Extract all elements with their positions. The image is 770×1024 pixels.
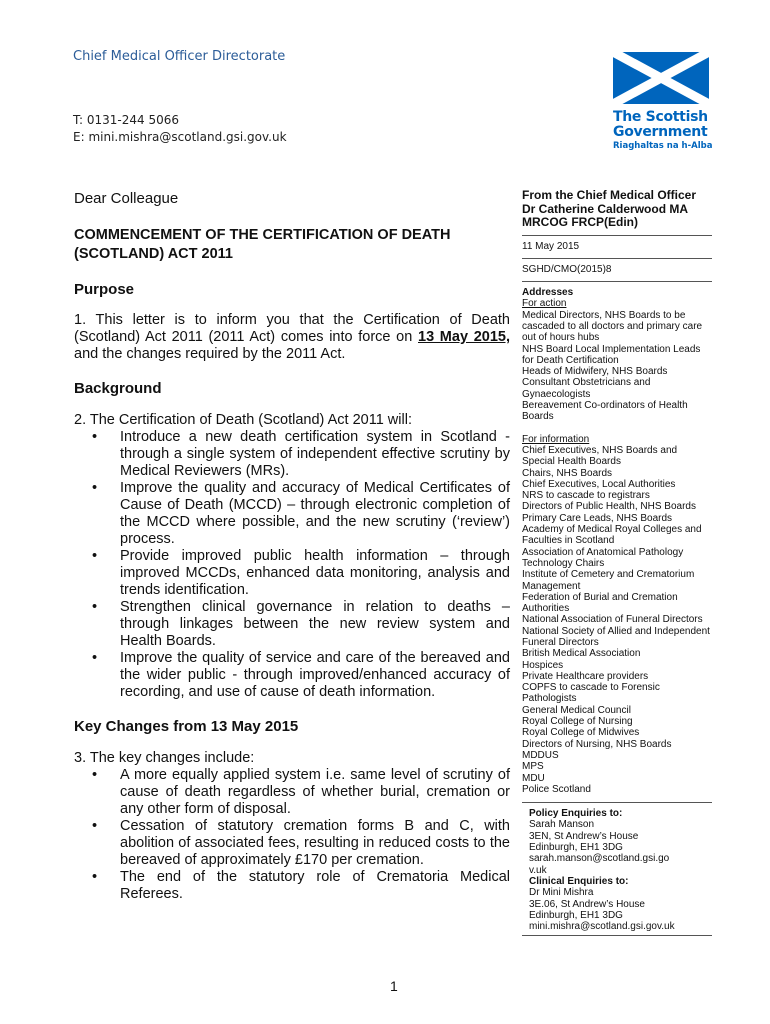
list-item xyxy=(92,480,510,548)
list-item: Edinburgh, EH1 3DG xyxy=(529,909,623,921)
list-item: Heads of Midwifery, NHS Boards xyxy=(522,366,668,378)
list-item: NHS Board Local Implementation Leads for Death Certification xyxy=(522,343,701,366)
act-aims-list xyxy=(74,429,510,701)
list-item: MDDUS xyxy=(522,749,559,761)
list-item: Chief Executives, Local Authorities xyxy=(522,478,676,490)
list-item: Chief Executives, NHS Boards and Special Health Boards xyxy=(522,444,678,468)
sidebar-distribution xyxy=(522,189,712,941)
logo-line-2: Government xyxy=(613,124,708,140)
list-item: Police Scotland xyxy=(522,783,591,795)
list-item: Edinburgh, EH1 3DG xyxy=(529,842,623,854)
list-item-text: Strengthen clinical governance in relation to deaths – through linkages between the new review system and Health Boards. xyxy=(120,599,510,649)
bullet-icon: • xyxy=(92,869,98,885)
list-item: Royal College of Midwives xyxy=(522,727,640,739)
list-item: Sarah Manson xyxy=(529,819,595,831)
page-number: 1 xyxy=(390,978,398,994)
list-item: Dr Mini Mishra xyxy=(529,887,594,899)
list-item: mini.mishra@scotland.gsi.gov.uk xyxy=(529,921,675,933)
list-item-text: A more equally applied system i.e. same level of scrutiny of cause of death regardless of whether burial, cremation or any other form of disposal. xyxy=(120,767,510,817)
background-heading: Background xyxy=(74,380,162,397)
divider xyxy=(522,235,712,236)
list-item: Bereavement Co-ordinators of Health Boards xyxy=(522,400,688,423)
clinical-contact xyxy=(529,887,712,932)
list-item xyxy=(92,818,510,869)
list-item: Association of Anatomical Pathology Technology Chairs xyxy=(522,546,684,569)
clinical-enquiries-heading: Clinical Enquiries to: xyxy=(529,875,629,887)
divider xyxy=(522,281,712,282)
divider xyxy=(522,258,712,259)
list-item xyxy=(92,429,510,480)
list-item-text: Improve the quality of service and care of the bereaved and the wider public - through improved/enhanced accuracy of recording, and use of cause of death information. xyxy=(120,650,510,700)
title-line-1: COMMENCEMENT OF THE CERTIFICATION OF DEATH xyxy=(74,227,451,243)
from-line-3: MRCOG FRCP(Edin) xyxy=(522,215,638,229)
p1-text: 1. This letter is to inform you that the Certification of Death (Scotland) Act 2011 (2011 Act) comes into force on xyxy=(74,312,510,345)
paragraph-2-intro: 2. The Certification of Death (Scotland) Act 2011 will: xyxy=(74,412,412,428)
list-item: Private Healthcare providers xyxy=(522,670,649,682)
bullet-icon: • xyxy=(92,650,98,666)
list-item-text: Introduce a new death certification system in Scotland - through a single system of independent effective scrutiny by Medical Reviewers (MRs). xyxy=(120,429,510,479)
key-changes-heading: Key Changes from 13 May 2015 xyxy=(74,718,299,735)
from-line-2: Dr Catherine Calderwood MA xyxy=(522,201,689,216)
list-item: Institute of Cemetery and Crematorium Management xyxy=(522,569,695,592)
for-action-list xyxy=(522,310,712,423)
from-line-1: From the Chief Medical Officer xyxy=(522,188,697,202)
list-item xyxy=(92,869,510,903)
policy-contact xyxy=(529,819,712,875)
reference-number: SGHD/CMO(2015)8 xyxy=(522,263,612,275)
directorate-name: Chief Medical Officer Directorate xyxy=(73,49,286,64)
list-item: v.uk xyxy=(529,864,547,876)
policy-enquiries-heading: Policy Enquiries to: xyxy=(529,808,623,820)
list-item: Academy of Medical Royal Colleges and Faculties in Scotland xyxy=(522,524,702,547)
bullet-icon: • xyxy=(92,767,98,783)
email-address: E: mini.mishra@scotland.gsi.gov.uk xyxy=(73,130,287,144)
contact-details xyxy=(73,112,287,146)
from-block xyxy=(522,189,712,230)
for-information-list xyxy=(522,445,712,795)
enquiries-block xyxy=(522,808,712,932)
list-item xyxy=(92,548,510,599)
paragraph-1 xyxy=(74,312,510,363)
letter-title xyxy=(74,226,510,264)
letter-body xyxy=(74,190,510,903)
list-item-text: Provide improved public health information – through improved MCCDs, enhanced data monitoring, analysis and trends identification. xyxy=(120,548,510,598)
letter-date: 11 May 2015 xyxy=(522,240,580,252)
bullet-icon: • xyxy=(92,480,98,496)
list-item: Directors of Nursing, NHS Boards xyxy=(522,738,672,750)
p1-text-end: and the changes required by the 2011 Act. xyxy=(74,346,346,362)
list-item: 3EN, St Andrew’s House xyxy=(529,830,639,842)
commencement-date: 13 May 2015, xyxy=(418,329,510,345)
list-item-text: Cessation of statutory cremation forms B and C, with abolition of associated fees, resulting in reduced costs to the bereaved of approximately £170 per cremation. xyxy=(120,818,510,868)
list-item-text: Improve the quality and accuracy of Medical Certificates of Cause of Death (MCCD) – through electronic completion of the MCCD where possible, and the new scrutiny (‘review’) process. xyxy=(120,480,510,547)
for-information-label: For information xyxy=(522,433,590,445)
list-item: COPFS to cascade to Forensic Pathologists xyxy=(522,682,660,705)
addresses-heading: Addresses xyxy=(522,287,574,299)
list-item: 3E.06, St Andrew’s House xyxy=(529,898,645,910)
list-item: Royal College of Nursing xyxy=(522,716,633,728)
list-item: sarah.manson@scotland.gsi.go xyxy=(529,853,670,865)
list-item: British Medical Association xyxy=(522,648,641,660)
list-item: Chairs, NHS Boards xyxy=(522,467,613,479)
list-item: Primary Care Leads, NHS Boards xyxy=(522,512,673,524)
paragraph-3-intro: 3. The key changes include: xyxy=(74,750,255,766)
for-action-label: For action xyxy=(522,298,567,310)
list-item xyxy=(92,650,510,701)
divider xyxy=(522,935,712,936)
bullet-icon: • xyxy=(92,599,98,615)
list-item: Medical Directors, NHS Boards to be cascaded to all doctors and primary care out of hours hubs xyxy=(522,309,703,344)
list-item: National Society of Allied and Independent Funeral Directors xyxy=(522,625,710,648)
list-item xyxy=(92,599,510,650)
logo-line-3: Riaghaltas na h-Alba xyxy=(613,141,713,151)
saltire-flag-icon xyxy=(613,52,709,104)
purpose-heading: Purpose xyxy=(74,281,135,298)
list-item-text: The end of the statutory role of Crematoria Medical Referees. xyxy=(120,869,510,902)
phone-number: T: 0131-244 5066 xyxy=(73,113,179,127)
list-item: National Association of Funeral Directors xyxy=(522,614,703,626)
list-item xyxy=(92,767,510,818)
salutation: Dear Colleague xyxy=(74,190,179,207)
list-item: NRS to cascade to registrars xyxy=(522,490,650,502)
logo-line-1: The Scottish xyxy=(613,109,708,125)
list-item: Federation of Burial and Cremation Authorities xyxy=(522,591,678,615)
key-changes-list xyxy=(74,767,510,903)
list-item: MDU xyxy=(522,772,545,784)
scottish-government-logo xyxy=(613,52,719,152)
list-item: Hospices xyxy=(522,659,564,671)
list-item: Consultant Obstetricians and Gynaecologists xyxy=(522,377,651,400)
bullet-icon: • xyxy=(92,818,98,834)
bullet-icon: • xyxy=(92,548,98,564)
bullet-icon: • xyxy=(92,429,98,445)
divider xyxy=(522,802,712,803)
title-line-2: (SCOTLAND) ACT 2011 xyxy=(74,246,233,262)
list-item: Directors of Public Health, NHS Boards xyxy=(522,501,696,513)
list-item: MPS xyxy=(522,761,544,773)
list-item: General Medical Council xyxy=(522,704,631,716)
